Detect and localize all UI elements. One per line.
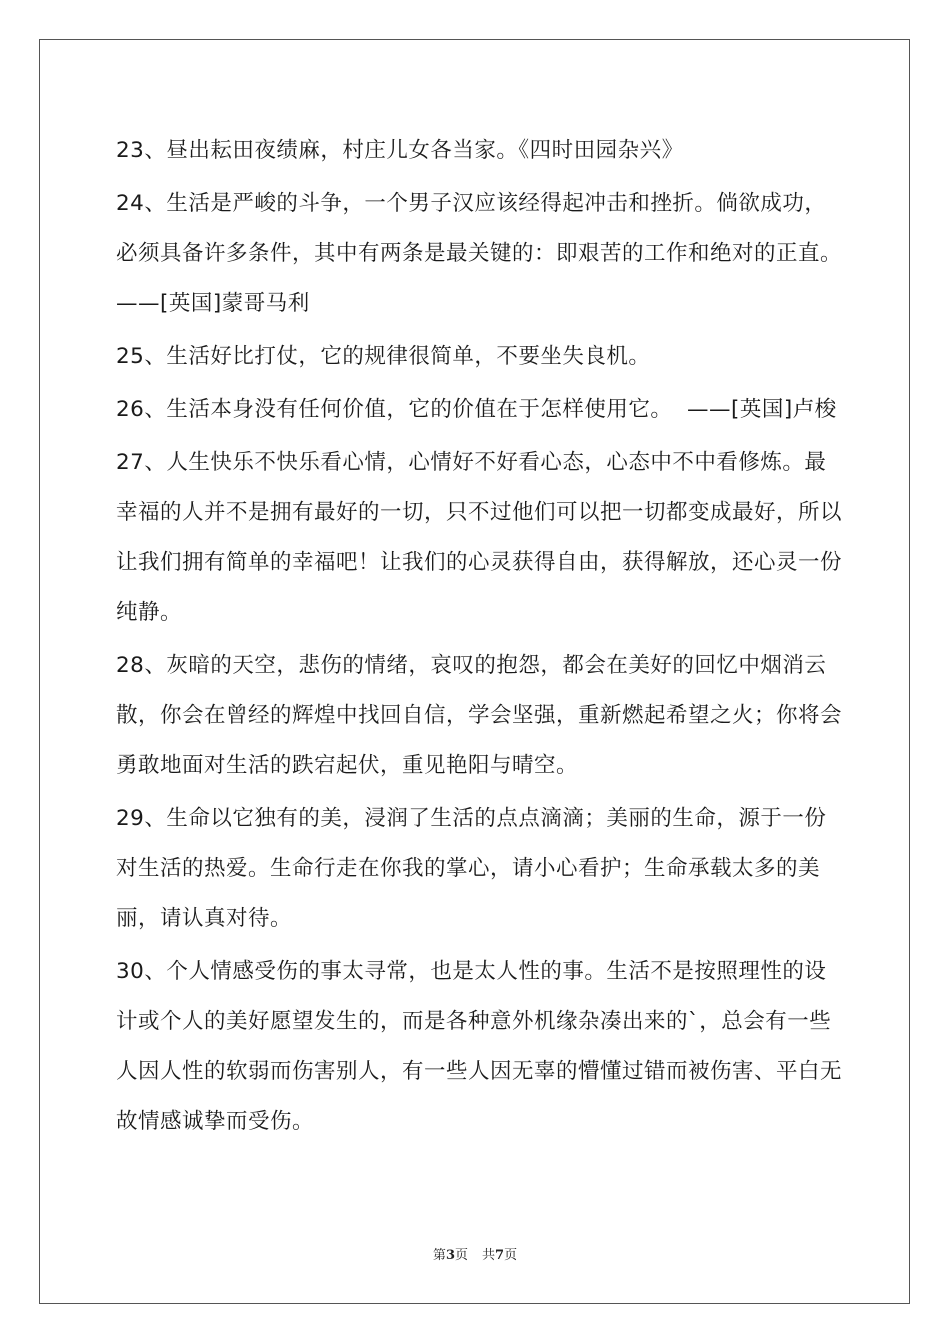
page-number: 3 (445, 1248, 455, 1263)
paragraph-25: 25、生活好比打仗，它的规律很简单，不要坐失良机。 (116, 344, 651, 369)
paragraph-27: 27、人生快乐不快乐看心情，心情好不好看心态，心态中不中看修炼。最幸福的人并不是拥有最好的一切，只不过他们可以把一切都变成最好，所以让我们拥有简单的幸福吧！让我们的心灵获得自由，获得解放，还心灵一份纯静。 (116, 450, 843, 625)
page-suffix: 页 (454, 1248, 468, 1263)
page-prefix: 第 (432, 1248, 446, 1263)
paragraph-23: 23、昼出耘田夜绩麻，村庄儿女各当家。《四时田园杂兴》 (116, 138, 684, 163)
total-suffix: 页 (504, 1248, 518, 1263)
paragraph-30: 30、个人情感受伤的事太寻常，也是太人性的事。生活不是按照理性的设计或个人的美好愿望发生的，而是各种意外机缘杂凑出来的`，总会有一些人因人性的软弱而伤害别人，有一些人因无辜的懵懂过错而被伤害、平白无故情感诚挚而受伤。 (116, 959, 843, 1134)
paragraph-29: 29、生命以它独有的美，浸润了生活的点点滴滴；美丽的生命，源于一份对生活的热爱。生命行走在你我的掌心，请小心看护；生命承载太多的美丽，请认真对待。 (116, 806, 827, 931)
paragraph-24: 24、生活是严峻的斗争，一个男子汉应该经得起冲击和挫折。倘欲成功，必须具备许多条件，其中有两条是最关键的：即艰苦的工作和绝对的正直。 ——[英国]蒙哥马利 (116, 191, 850, 316)
total-pages: 7 (495, 1248, 505, 1263)
document-body (116, 126, 850, 1150)
paragraph-28: 28、灰暗的天空，悲伤的情绪，哀叹的抱怨，都会在美好的回忆中烟消云散，你会在曾经的辉煌中找回自信，学会坚强，重新燃起希望之火；你将会勇敢地面对生活的跌宕起伏，重见艳阳与晴空。 (116, 653, 843, 778)
page-footer (0, 1244, 950, 1263)
paragraph-26: 26、生活本身没有任何价值，它的价值在于怎样使用它。 ——[英国]卢梭 (116, 397, 837, 422)
total-prefix: 共 (482, 1248, 496, 1263)
